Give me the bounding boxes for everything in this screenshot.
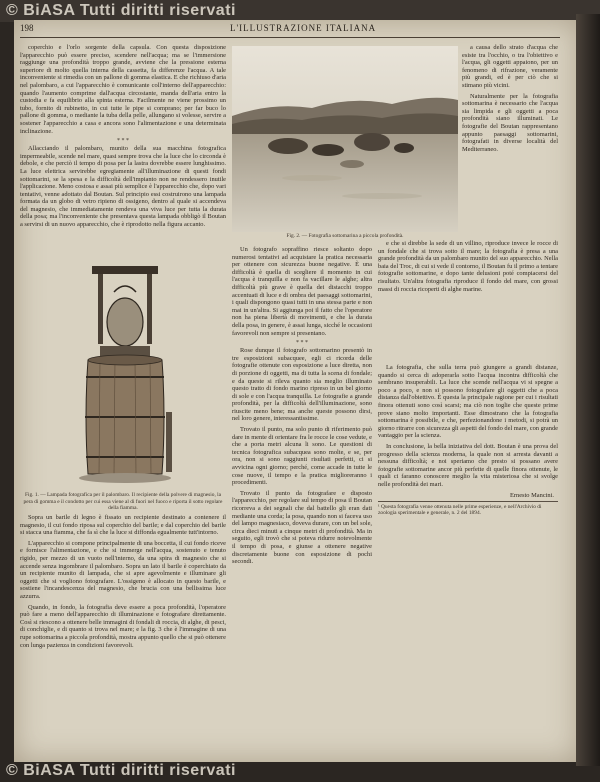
barrel-lamp-illustration [70, 262, 186, 488]
figure-2-caption: Fig. 2. — Fotografia sottomarina a piccola profondità. [286, 233, 404, 239]
figure-1-caption-box [20, 490, 226, 510]
section-separator: * * * [296, 340, 308, 347]
paragraph: Allacciando il palombaro, munito della sua macchina fotografica impermeabile, scende nel mare, quasi sempre trova che la luce che lo circonda è debole, e che perciò il tempo di posa per la lastra dovrebbe essere lunghissimo. La luce elettrica servirebbe egregiamente all'illuminazione di questi fondi sottomarini, se la spesa e la difficoltà dell'impianto non ne rendessero inutile l'applicazione. Meno costosa e assai più semplice è l'apparecchio che, dopo vari tentativi, venne adottato dal Boutan. Sul principio essi costruirono una lampada formata da un globo di vetro ripieno di ossigeno, dentro al quale si accendeva del magnesio, che immediatamente rendeva una viva luce per tutta la durata della posa; ma l'inconveniente che presentava questa lampada obbligò il Boutan a servirsi di un nuovo apparecchio, che è riprodotto nella figura accanto. [20, 145, 226, 229]
paragraph: Sopra un barile di legno è fissato un recipiente destinato a contenere il magnesio, il cui fondo riposa sul coperchio del barile; e dal coperchio del barile si stacca una fiamma, che fa sì che la luce si diffonda egualmente tutt'intorno. [20, 514, 226, 537]
figure-1-caption: Fig. 1. — Lampada fotografica per il palombaro. Il recipiente della polvere di magnesio, la pera di gomma e il condotto per cui essa viene al di fuori nel fuoco e riporta il sotto regolare della fiamma. [23, 492, 223, 510]
right-column-bottom [378, 364, 558, 754]
paragraph: a causa dello strato d'acqua che esiste tra l'occhio, o tra l'obiettivo e l'acqua, gli oggetti appaiono, per un fenomeno di rifrazione, veramente più grandi, ed è per ciò che si stimano più vicini. [462, 44, 558, 89]
paragraph: e che si direbbe la sede di un villino, riproduce invece le rocce di un fondale che si trova sotto il mare; la fotografia è presa a una grande profondità da un palombaro munito del suo apparecchio. Nella baia del Troc, di cui si vede il contorno, il Boutan fu il primo a tentare fotografie sottomarine, e dopo tante delusioni poté compiacersi del risultato. Un'altra fotografia riproduce il fondo del mare, con grossi massi di roccia ricoperti di alghe marine. [378, 240, 558, 293]
figure-barrel-lamp [70, 262, 186, 488]
left-column-bottom [20, 514, 226, 752]
section-separator: * * * [117, 138, 129, 145]
middle-column [232, 246, 372, 754]
paragraph: coperchio e l'orlo sorgente della capsula. Con questa disposizione l'apparecchio può essere preciso, scendere nell'acqua; ma se l'immersione raggiunge una profondità troppo grande, avviene che la pressione esterna superiore di molto quella interna della cassetta, fa differenze l'acqua. A tale inconveniente si rimedia con un pallone di gomma elastica. E che richiuso d'aria nel palombaro, a cui l'apparecchio è comunicante coll'interno dell'apparecchio: quando l'aumento comprime dall'acqua circostante, manda dell'aria entro la custodia e fa equilibrio alla spinta esterna. Facilmente ne viene prossimo un tubo, fornito di rubinetto, in cui tutte le pipe si comprano; per far buco lo pallone di gomma, o mediante la tuba della pelle, allungano si volesse, servire a sostener l'apparecchio a casa e ancora sono l'alimentazione e una determinata inclinazione. [20, 44, 226, 135]
figure-underwater-photo [232, 46, 458, 232]
watermark-bottom: © BiASA Tutti diritti riservati [6, 762, 236, 779]
watermark-top: © BiASA Tutti diritti riservati [6, 2, 236, 19]
paragraph: Rose dunque il fotografo sottomarino presentò in tre esposizioni subacquee, egli ci ricorda delle fotografie ottenute con esposizione a luce diretta, non di porzione di oggetti, ma di tutta la scena di fondale; e da queste si rileva quanto sia meglio illuminato questo tratto di fondo marino ripreso in un bel giorno di sole e con l'acqua tranquilla. Le fotografie a grande profondità, per la difficoltà dell'illuminazione, sono riuscite meno bene; ma anche queste possono dirsi, nel loro genere, interessantissime. [232, 347, 372, 423]
paragraph: L'apparecchio si compone principalmente di una boccetta, il cui fondo riceve e fornisce l'alimentazione, e che si immerge nell'acqua, sostenuto e tenuto rigido, per mezzo di un vuoto nell'interno, da una spira di magnesio che si accende senza ingombrare il palombaro. Sopra un lato il barile è coperchiato da un recipiente munito di lampada, che si apre agevolmente e illuminare gli oggetti che si vogliono fotografare. L'ossigeno è allocato in questo barile, e sostiene l'incandescenza del magnesio, che brucia con una bellissima luce azzurra. [20, 539, 226, 600]
header-rule [20, 37, 560, 38]
paragraph: In conclusione, la bella iniziativa del dott. Boutan è una prova del progresso della scienza moderna, la quale non si arresta davanti a nessuna difficoltà; e noi speriamo che presto si possano avere fotografie sottomarine ancor più perfette di quelle finora ottenute, le quali ci faranno conoscere meglio la vita misteriosa che si svolge nelle profondità dei mari. [378, 442, 558, 488]
right-column-top [462, 44, 558, 240]
right-column-middle [378, 240, 558, 362]
journal-title: L'ILLUSTRAZIONE ITALIANA [230, 23, 377, 33]
page-number: 198 [20, 23, 34, 33]
paragraph: La fotografia, che sulla terra può giungere a grandi distanze, quando si cerca di adoperarla sotto l'acqua incontra difficoltà che sembrano insuperabili. La luce che scende nell'acqua vi si spegne a poco a poco, e non si possono fotografare gli oggetti che a poca distanza dall'obiettivo. È questa la principale ragione per cui i risultati finora ottenuti sono così scarsi; ma ciò non toglie che queste prime prove siano molto importanti. Esse dimostrano che la fotografia sottomarina è possibile, e che, perfezionandone i metodi, si potrà un giorno ritrarre con sicurezza gli aspetti del fondo del mare, con grande vantaggio per la scienza. [378, 364, 558, 440]
paragraph: Trovato il punto, ma solo punto di riferimento può dare in mente di orientare fra le rocce le cose vedute, e che a porta metri alcuna li sono. Le questioni di tecnica fotografica subacquea sono molte, e se, per ora, non si sono raggiunti risultati perfetti, ci si avvicina ogni giorno; perché, come accade in tutte le cose nuove, il tempo e la pratica miglioreranno i procedimenti. [232, 426, 372, 487]
page-header [20, 22, 560, 36]
paragraph: Un fotografo sopraffino riesce soltanto dopo numerosi tentativi ad acquistare la pratica necessaria per ottenere con sicurezza buone negative. È una difficoltà è quella di scegliere il momento in cui l'acqua è tranquilla e non fa vacillare le alghe; altra difficoltà più grave è quella dei distacchi troppo accentuati di luce e di ombra dei paesaggi sottomarini, i quali dispongono quasi tutti in una stessa parte e non mai in un'altra. Si aggiunga poi il fatto che l'operatore non ha piena libertà di movimenti, e che la durata della posa, in genere, è assai lunga, sicché le occasioni favorevoli non sempre si presentano. [232, 246, 372, 337]
book-spine [576, 14, 600, 766]
paragraph: Trovato il punto da fotografare e disposto l'apparecchio, per regolare sul tempo di posa il Boutan ricorreva a dei segnali che dal battello gli eran dati mediante una corda; la posa, quando non si faceva uso del lampo magnesiaco, doveva durare, con un bel sole, circa dieci minuti a cinque metri di profondità. Ma in seguito, egli trovò che si poteva ridurre notevolmente il tempo di posa, e giunse a ottenere negative discretamente buone con esposizione di pochi secondi. [232, 489, 372, 566]
left-column-top [20, 44, 226, 256]
underwater-photo-image [232, 46, 458, 232]
paragraph: Naturalmente per la fotografia sottomarina è necessario che l'acqua sia limpida e gli oggetti a poca profondità siano illuminati. Le fotografie del Boutan rappresentano appunto paesaggi sottomarini, fotografati in diverse località del Mediterraneo. [462, 92, 558, 153]
footnote: ¹ Questa fotografia venne ottenuta nelle prime esperienze, e nell'Archivio di zoologia sperimentale e generale, n. 2 del 1894. [378, 501, 558, 517]
author-signature: Ernesto Mancini. [509, 491, 554, 499]
paragraph: Quando, in fondo, la fotografia deve essere a poca profondità, l'operatore può fare a meno dell'apparecchio di illuminazione e fotografare direttamente. Così si riescono a ottenere belle immagini di fondali di roccia, di alghe, di pesci, di conchiglie, e di quanto si trova nel mare; e la fig. 3 che è l'immagine di una rupe sottomarina a piccola profondità, mostra appunto quello che si può ottenere con lunga pazienza in condizioni favorevoli. [20, 603, 226, 649]
